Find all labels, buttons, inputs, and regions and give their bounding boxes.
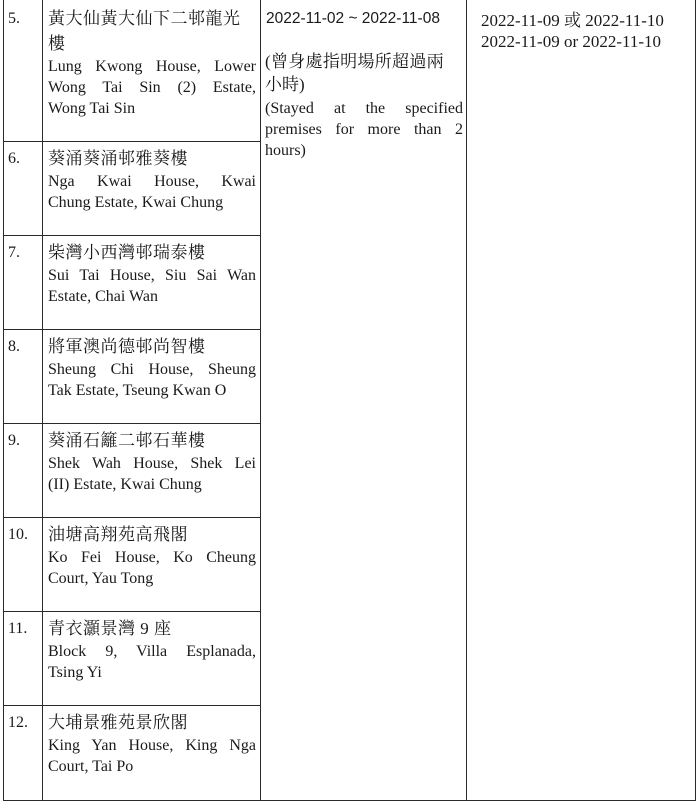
row-number: 11. bbox=[8, 620, 28, 637]
premises-chinese: 青衣灝景灣 9 座 bbox=[48, 619, 172, 638]
premises-english: Sheung Chi House, Sheung bbox=[48, 361, 256, 378]
table-border-right bbox=[695, 0, 696, 801]
premises-english: Estate, Chai Wan bbox=[48, 288, 158, 305]
visit-note-english: premises for more than 2 bbox=[265, 121, 463, 138]
row-number: 10. bbox=[8, 526, 28, 543]
premises-english: Nga Kwai House, Kwai bbox=[48, 173, 256, 190]
test-dates-english: 2022-11-09 or 2022-11-10 bbox=[481, 32, 662, 51]
premises-english: Shek Wah House, Shek Lei bbox=[48, 455, 256, 472]
row-divider bbox=[3, 517, 261, 518]
premises-chinese: 葵涌石籬二邨石華樓 bbox=[48, 431, 206, 450]
premises-chinese: 黃大仙黃大仙下二邨龍光 bbox=[48, 9, 241, 28]
table-border-left bbox=[3, 0, 4, 801]
visit-note-chinese: 小時) bbox=[265, 75, 305, 94]
premises-english: Tak Estate, Tseung Kwan O bbox=[48, 382, 227, 399]
row-number: 6. bbox=[8, 150, 20, 167]
premises-english: Wong Tai Sin bbox=[48, 100, 136, 117]
premises-english: Block 9, Villa Esplanada, bbox=[48, 643, 256, 660]
row-divider bbox=[3, 141, 261, 142]
premises-english: Court, Tai Po bbox=[48, 758, 134, 775]
premises-english: Wong Tai Sin (2) Estate, bbox=[48, 79, 256, 96]
premises-english: Court, Yau Tong bbox=[48, 570, 154, 587]
visit-date-range: 2022-11-02 ~ 2022-11-08 bbox=[266, 10, 440, 27]
row-divider bbox=[3, 611, 261, 612]
column-divider-period bbox=[466, 0, 467, 801]
premises-english: Tsing Yi bbox=[48, 664, 102, 681]
row-number: 12. bbox=[8, 714, 28, 731]
test-dates-chinese: 2022-11-09 或 2022-11-10 bbox=[481, 11, 664, 30]
premises-english: (II) Estate, Kwai Chung bbox=[48, 476, 202, 493]
premises-english: Lung Kwong House, Lower bbox=[48, 58, 256, 75]
premises-chinese: 油塘高翔苑高飛閣 bbox=[48, 525, 188, 544]
visit-note-chinese: (曾身處指明場所超過兩 bbox=[265, 52, 444, 71]
column-divider-premises bbox=[260, 0, 261, 801]
row-number: 8. bbox=[8, 338, 20, 355]
row-number: 9. bbox=[8, 432, 20, 449]
premises-english: Sui Tai House, Siu Sai Wan bbox=[48, 267, 256, 284]
row-divider bbox=[3, 705, 261, 706]
column-divider-number bbox=[42, 0, 43, 801]
visit-note-english: (Stayed at the specified bbox=[265, 100, 463, 117]
premises-chinese-cont: 樓 bbox=[48, 34, 65, 53]
row-divider bbox=[3, 423, 261, 424]
row-number: 5. bbox=[8, 10, 20, 27]
premises-chinese: 葵涌葵涌邨雅葵樓 bbox=[48, 149, 188, 168]
row-divider bbox=[3, 235, 261, 236]
row-divider bbox=[3, 329, 261, 330]
table-border-bottom bbox=[3, 800, 696, 801]
premises-english: King Yan House, King Nga bbox=[48, 737, 256, 754]
row-number: 7. bbox=[8, 244, 20, 261]
premises-english: Ko Fei House, Ko Cheung bbox=[48, 549, 256, 566]
premises-chinese: 大埔景雅苑景欣閣 bbox=[48, 713, 188, 732]
premises-english: Chung Estate, Kwai Chung bbox=[48, 194, 224, 211]
premises-chinese: 將軍澳尚德邨尚智樓 bbox=[48, 337, 206, 356]
visit-note-english: hours) bbox=[265, 142, 306, 159]
premises-chinese: 柴灣小西灣邨瑞泰樓 bbox=[48, 243, 206, 262]
